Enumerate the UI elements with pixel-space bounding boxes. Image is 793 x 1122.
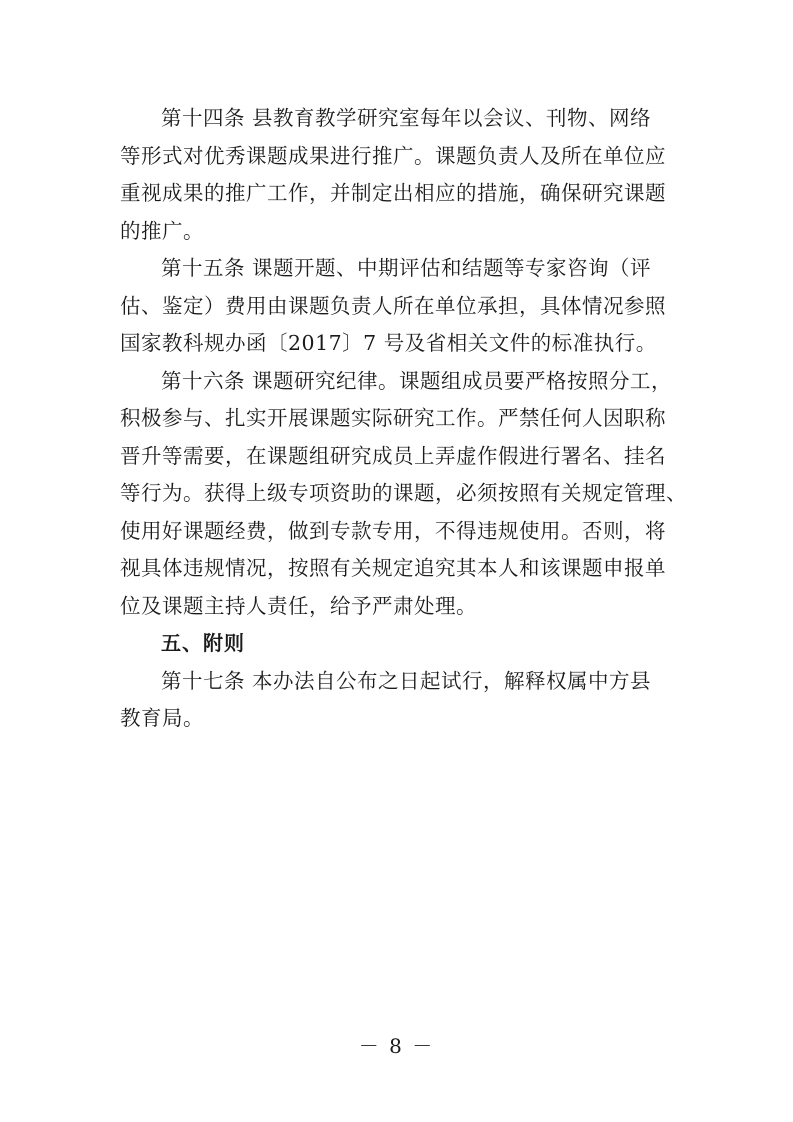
paragraph-line: 国家教科规办函〔2017〕7 号及省相关文件的标准执行。: [120, 331, 657, 355]
paragraph-line: 晋升等需要，在课题组研究成员上弄虚作假进行署名、挂名: [120, 443, 666, 468]
paragraph-line: 等形式对优秀课题成果进行推广。课题负责人及所在单位应: [120, 143, 666, 168]
paragraph-line: 使用好课题经费，做到专款专用，不得违规使用。否则，将: [120, 518, 666, 543]
paragraph-line: 第十五条 课题开题、中期评估和结题等专家咨询（评: [161, 256, 652, 280]
section-heading: 五、附则: [161, 631, 245, 655]
article-16-paragraph: [120, 363, 687, 626]
paragraph-line: 估、鉴定）费用由课题负责人所在单位承担，具体情况参照: [120, 293, 666, 318]
paragraph-line: 等行为。获得上级专项资助的课题，必须按照有关规定管理、: [120, 481, 687, 505]
page-number: － 8 －: [358, 1034, 435, 1058]
paragraph-line: 教育局。: [120, 706, 204, 730]
paragraph-line: 第十七条 本办法自公布之日起试行，解释权属中方县: [161, 668, 652, 693]
article-14-paragraph: [120, 100, 675, 250]
article-17-paragraph: [120, 663, 675, 738]
paragraph-line: 视具体违规情况，按照有关规定追究其本人和该课题申报单: [120, 556, 666, 580]
paragraph-line: 的推广。: [120, 218, 204, 243]
document-body: [120, 100, 687, 738]
paragraph-line: 第十四条 县教育教学研究室每年以会议、刊物、网络: [161, 106, 652, 130]
paragraph-line: 重视成果的推广工作，并制定出相应的措施，确保研究课题: [120, 181, 666, 205]
paragraph-line: 积极参与、扎实开展课题实际研究工作。严禁任何人因职称: [120, 406, 666, 430]
article-15-paragraph: [120, 250, 675, 363]
paragraph-line: 位及课题主持人责任，给予严肃处理。: [120, 593, 477, 618]
paragraph-line: 第十六条 课题研究纪律。课题组成员要严格按照分工，: [161, 368, 673, 393]
